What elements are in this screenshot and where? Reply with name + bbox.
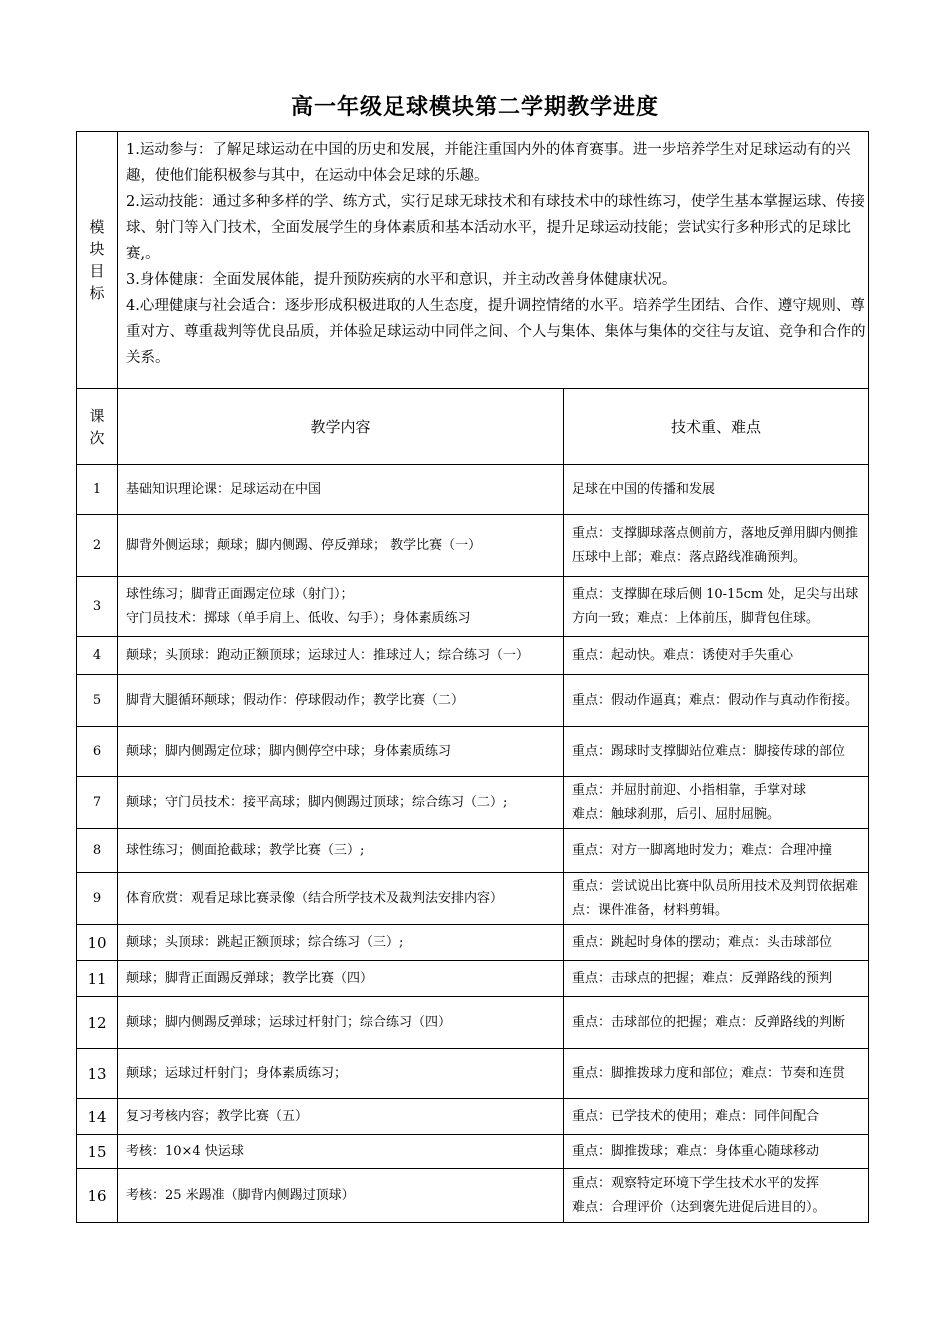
lesson-key-line: 足球在中国的传播和发展 [572, 481, 716, 497]
lesson-content [118, 577, 564, 637]
lesson-key-points [564, 829, 869, 873]
lesson-key-points [564, 515, 869, 577]
lesson-content-line: 颠球；脚背正面踢反弹球；教学比赛（四） [126, 970, 374, 986]
lesson-row [77, 829, 869, 873]
lesson-content-line: 守门员技术：掷球（单手肩上、低收、勾手）；身体素质练习 [126, 610, 471, 626]
header-row [77, 389, 869, 465]
objectives-label-cell [77, 132, 118, 389]
lesson-number: 3 [77, 577, 118, 637]
lesson-content-line: 颠球；运球过杆射门；身体素质练习； [126, 1065, 348, 1081]
lesson-number: 10 [77, 925, 118, 961]
lesson-content-line: 颠球；脚内侧踢反弹球；运球过杆射门；综合练习（四） [126, 1014, 452, 1030]
lesson-content-line: 球性练习；脚背正面踢定位球（射门）； [126, 586, 354, 602]
lesson-key-line: 难点：触球刹那，后引、屈肘屈腕。 [572, 806, 781, 822]
lesson-key-points [564, 997, 869, 1049]
lesson-key-points [564, 637, 869, 675]
lesson-number: 15 [77, 1135, 118, 1169]
objective-item: 1.运动参与：了解足球运动在中国的历史和发展，并能注重国内外的体育赛事。进一步培养学生对足球运动有的兴趣，使他们能积极参与其中，在运动中体会足球的乐趣。 [126, 142, 851, 184]
lesson-key-line: 重点：击球部位的把握；难点：反弹路线的判断 [572, 1014, 846, 1030]
header-lesson: 课 次 [89, 406, 105, 447]
lesson-content-line: 颠球；头顶球：跳起正额顶球；综合练习（三）; [126, 934, 404, 950]
objectives-cell [118, 132, 869, 389]
lesson-row [77, 515, 869, 577]
schedule-table [76, 131, 869, 1223]
lesson-row [77, 961, 869, 997]
header-content: 教学内容 [118, 389, 564, 465]
lesson-row [77, 777, 869, 829]
lesson-key-points [564, 727, 869, 777]
lesson-content [118, 873, 564, 925]
lesson-content [118, 1169, 564, 1223]
lesson-content [118, 465, 564, 515]
lesson-key-line: 重点：脚推拨球；难点：身体重心随球移动 [572, 1143, 820, 1159]
lesson-content-line: 颠球；脚内侧踢定位球；脚内侧停空中球；身体素质练习 [126, 743, 452, 759]
page-title: 高一年级足球模块第二学期教学进度 [290, 95, 659, 120]
objectives-row [77, 132, 869, 389]
lesson-row [77, 465, 869, 515]
lesson-key-points [564, 1099, 869, 1135]
lesson-row [77, 1099, 869, 1135]
lesson-key-points [564, 873, 869, 925]
lesson-content [118, 675, 564, 727]
lesson-number: 8 [77, 829, 118, 873]
lesson-key-points [564, 577, 869, 637]
lesson-key-line: 重点：尝试说出比赛中队员所用技术及判罚依据难点：课件准备，材料剪辑。 [572, 878, 859, 918]
lesson-key-points [564, 465, 869, 515]
lesson-content [118, 961, 564, 997]
lesson-key-line: 重点：脚推拨球力度和部位；难点：节奏和连贯 [572, 1065, 846, 1081]
lesson-key-points [564, 675, 869, 727]
lesson-number: 5 [77, 675, 118, 727]
lesson-content-line: 脚背大腿循环颠球；假动作：停球假动作；教学比赛（二） [126, 692, 465, 708]
lesson-row [77, 637, 869, 675]
lesson-key-line: 重点：已学技术的使用；难点：同伴间配合 [572, 1108, 820, 1124]
lesson-content [118, 829, 564, 873]
objective-item: 4.心理健康与社会适合：逐步形成积极进取的人生态度，提升调控情绪的水平。培养学生团结、合作、遵守规则、尊重对方、尊重裁判等优良品质，并体验足球运动中同伴之间、个人与集体、集体与集体的交往与友谊、竞争和合作的关系。 [126, 298, 866, 366]
lesson-key-line: 难点：合理评价（达到褒先进促后进目的）。 [572, 1199, 826, 1215]
lesson-number: 16 [77, 1169, 118, 1223]
header-lesson-cell [77, 389, 118, 465]
lesson-row [77, 997, 869, 1049]
lesson-content [118, 637, 564, 675]
lesson-key-line: 重点：观察特定环境下学生技术水平的发挥 [572, 1175, 820, 1191]
lesson-number: 1 [77, 465, 118, 515]
lesson-key-line: 重点：对方一脚离地时发力；难点：合理冲撞 [572, 842, 833, 858]
lesson-content [118, 925, 564, 961]
lesson-content-line: 考核：25 米踢准（脚背内侧踢过顶球） [126, 1187, 355, 1203]
lesson-key-points [564, 777, 869, 829]
lesson-content [118, 1099, 564, 1135]
lesson-content [118, 727, 564, 777]
lesson-key-line: 重点：支撑脚球落点侧前方，落地反弹用脚内侧推压球中上部；难点：落点路线准确预判。 [572, 525, 859, 565]
lesson-row [77, 1135, 869, 1169]
lesson-number: 9 [77, 873, 118, 925]
objectives-label: 模 块 目 标 [89, 218, 105, 302]
lesson-number: 6 [77, 727, 118, 777]
lesson-key-points [564, 1135, 869, 1169]
lesson-content-line: 颠球；头顶球：跑动正额顶球；运球过人：推球过人；综合练习（一） [126, 647, 530, 663]
lesson-number: 12 [77, 997, 118, 1049]
lesson-row [77, 873, 869, 925]
lesson-key-points [564, 961, 869, 997]
lesson-number: 14 [77, 1099, 118, 1135]
lesson-content [118, 997, 564, 1049]
lesson-content [118, 1049, 564, 1099]
lesson-key-line: 重点：假动作逼真；难点：假动作与真动作衔接。 [572, 692, 859, 708]
header-key-points: 技术重、难点 [564, 389, 869, 465]
lesson-key-line: 重点：击球点的把握；难点：反弹路线的预判 [572, 970, 833, 986]
lesson-row [77, 577, 869, 637]
lesson-key-line: 重点：支撑脚在球后侧 10-15cm 处，足尖与出球方向一致；难点：上体前压，脚背包住球。 [572, 586, 859, 626]
lesson-key-line: 重点：踢球时支撑脚站位难点：脚接传球的部位 [572, 743, 846, 759]
lesson-content [118, 515, 564, 577]
lesson-content-line: 复习考核内容；教学比赛（五） [126, 1108, 309, 1124]
objective-item: 3.身体健康：全面发展体能，提升预防疾病的水平和意识，并主动改善身体健康状况。 [126, 272, 677, 288]
lesson-key-points [564, 1049, 869, 1099]
objective-item: 2.运动技能：通过多种多样的学、练方式，实行足球无球技术和有球技术中的球性练习，使学生基本掌握运球、传接球、射门等入门技术，全面发展学生的身体素质和基本活动水平，提升足球运动技能；尝试实行多种形式的足球比赛,。 [126, 194, 865, 262]
lesson-key-points [564, 925, 869, 961]
lesson-content-line: 体育欣赏：观看足球比赛录像（结合所学技术及裁判法安排内容） [126, 890, 504, 906]
lesson-number: 13 [77, 1049, 118, 1099]
lesson-content-line: 脚背外侧运球；颠球；脚内侧踢、停反弹球； 教学比赛（一） [126, 537, 482, 553]
lesson-number: 4 [77, 637, 118, 675]
lesson-row [77, 727, 869, 777]
lesson-content-line: 颠球；守门员技术：接平高球；脚内侧踢过顶球；综合练习（二）; [126, 794, 508, 810]
lesson-key-line: 重点：起动快。难点：诱使对手失重心 [572, 647, 794, 663]
lesson-number: 11 [77, 961, 118, 997]
lesson-content-line: 球性练习；侧面抢截球；教学比赛（三）; [126, 842, 365, 858]
lesson-content-line: 基础知识理论课：足球运动在中国 [126, 481, 322, 497]
lesson-row [77, 675, 869, 727]
lesson-key-line: 重点：跳起时身体的摆动；难点：头击球部位 [572, 934, 833, 950]
lesson-row [77, 1049, 869, 1099]
lesson-key-points [564, 1169, 869, 1223]
lesson-content-line: 考核：10×4 快运球 [126, 1143, 244, 1159]
lesson-number: 2 [77, 515, 118, 577]
lesson-row [77, 1169, 869, 1223]
lesson-key-line: 重点：并屈肘前迎、小指相靠，手掌对球 [572, 782, 807, 798]
lesson-content [118, 777, 564, 829]
lesson-row [77, 925, 869, 961]
lesson-number: 7 [77, 777, 118, 829]
lesson-content [118, 1135, 564, 1169]
